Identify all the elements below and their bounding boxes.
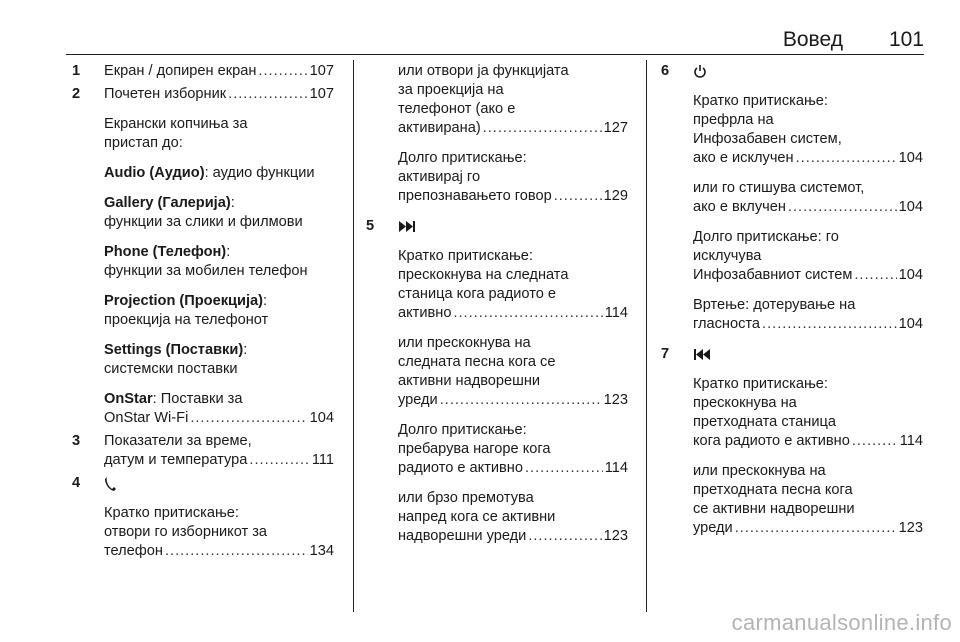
column-1 — [72, 62, 334, 572]
entry-text: или го стишува системот, ако е вклучен ..... 104 — [693, 179, 923, 217]
page-ref: 123 — [603, 528, 628, 544]
item-6 — [661, 62, 923, 334]
entry-settings: Settings (Поставки): системски поставки — [104, 342, 248, 377]
item-icon-row — [693, 62, 923, 81]
item-4-continued — [366, 62, 628, 206]
entry-text: или прескокнува на претходната песна кога се активни надворешни уреди ..... 123 — [693, 462, 923, 538]
phone-icon — [104, 474, 118, 493]
item-number: 2 — [72, 86, 81, 102]
item-2 — [72, 85, 334, 428]
item-icon-row — [398, 217, 628, 236]
entry-text: Вртење: дотерување на гласноста ..... 104 — [693, 296, 923, 334]
previous-track-icon — [693, 345, 711, 364]
page-ref: 107 — [309, 86, 334, 102]
item-number: 4 — [72, 475, 81, 491]
page-ref: 107 — [309, 63, 334, 79]
page-number: 101 — [888, 28, 924, 51]
entry-onstar: OnStar: Поставки за OnStar Wi-Fi ..... 104 — [104, 390, 334, 428]
column-3 — [661, 62, 923, 549]
entry-audio: Audio (Аудио): аудио функции — [104, 165, 315, 181]
item-number: 3 — [72, 433, 81, 449]
page-ref: 104 — [898, 199, 923, 215]
entry-projection: Projection (Проекција): проекција на телефонот — [104, 293, 269, 328]
entry-text: Показатели за време, датум и температура ..... 111 — [104, 432, 334, 470]
item-3 — [72, 432, 334, 470]
item-number: 1 — [72, 63, 81, 79]
entry-gallery: Gallery (Галерија): функции за слики и филмови — [104, 195, 303, 230]
page-ref: 111 — [311, 452, 334, 468]
column-2 — [366, 62, 628, 557]
page-ref: 104 — [309, 410, 334, 426]
entry-text: Кратко притискање: прескокнува на следната станица кога радиото е активно ..... 114 — [398, 247, 628, 323]
page-ref: 129 — [603, 188, 628, 204]
column-divider-2 — [646, 60, 647, 612]
item-icon-row — [104, 474, 334, 493]
page-ref: 114 — [604, 460, 628, 476]
item-1 — [72, 62, 334, 81]
entry-line: Почетен изборник ..... 107 — [104, 85, 334, 104]
page-ref: 114 — [899, 433, 923, 449]
item-7 — [661, 345, 923, 538]
entry-text: или прескокнува на следната песна кога се активни надворешни уреди ..... 123 — [398, 334, 628, 410]
entry-text: Кратко притискање: отвори го изборникот за телефон ..... 134 — [104, 504, 334, 561]
item-4 — [72, 474, 334, 561]
entry-text: Кратко притискање: прескокнува на претходната станица кога радиото е активно ..... 114 — [693, 375, 923, 451]
item-icon-row — [693, 345, 923, 364]
entry-text: Долго притискање: пребарува нагоре кога радиото е активно ..... 114 — [398, 421, 628, 478]
entry-text: Кратко притискање: префрла на Инфозабавен систем, ако е исклучен ..... 104 — [693, 92, 923, 168]
page-ref: 104 — [898, 150, 923, 166]
page-ref: 104 — [898, 267, 923, 283]
entry-text: Долго притискање: активирај го препознавањето говор ..... 129 — [398, 149, 628, 206]
header-divider — [66, 54, 924, 55]
page-ref: 127 — [603, 120, 628, 136]
page-ref: 123 — [603, 392, 628, 408]
watermark: carmanualsonline.info — [731, 610, 952, 635]
entry-text: Екрански копчиња за пристап до: — [104, 116, 248, 151]
page-ref: 114 — [604, 305, 628, 321]
entry-phone: Phone (Телефон): функции за мобилен телефон — [104, 244, 308, 279]
item-number: 5 — [366, 218, 375, 234]
page-header — [783, 22, 924, 58]
next-track-icon — [398, 217, 416, 236]
item-5 — [366, 217, 628, 546]
entry-text: или брзо премотува напред кога се активни надворешни уреди ..... 123 — [398, 489, 628, 546]
page-ref: 134 — [309, 543, 334, 559]
section-title: Вовед — [782, 28, 843, 51]
entry-text: или отвори ја функцијата за проекција на телефонот (ако е активирана) ..... 127 — [398, 62, 628, 138]
column-divider-1 — [353, 60, 354, 612]
entry-text: Долго притискање: го исклучува Инфозабавниот систем ..... 104 — [693, 228, 923, 285]
item-number: 7 — [661, 346, 670, 362]
page-ref: 104 — [898, 316, 923, 332]
page-ref: 123 — [898, 520, 923, 536]
power-icon — [693, 62, 707, 81]
entry-line: Екран / допирен екран ..... 107 — [104, 62, 334, 81]
item-number: 6 — [661, 63, 670, 79]
